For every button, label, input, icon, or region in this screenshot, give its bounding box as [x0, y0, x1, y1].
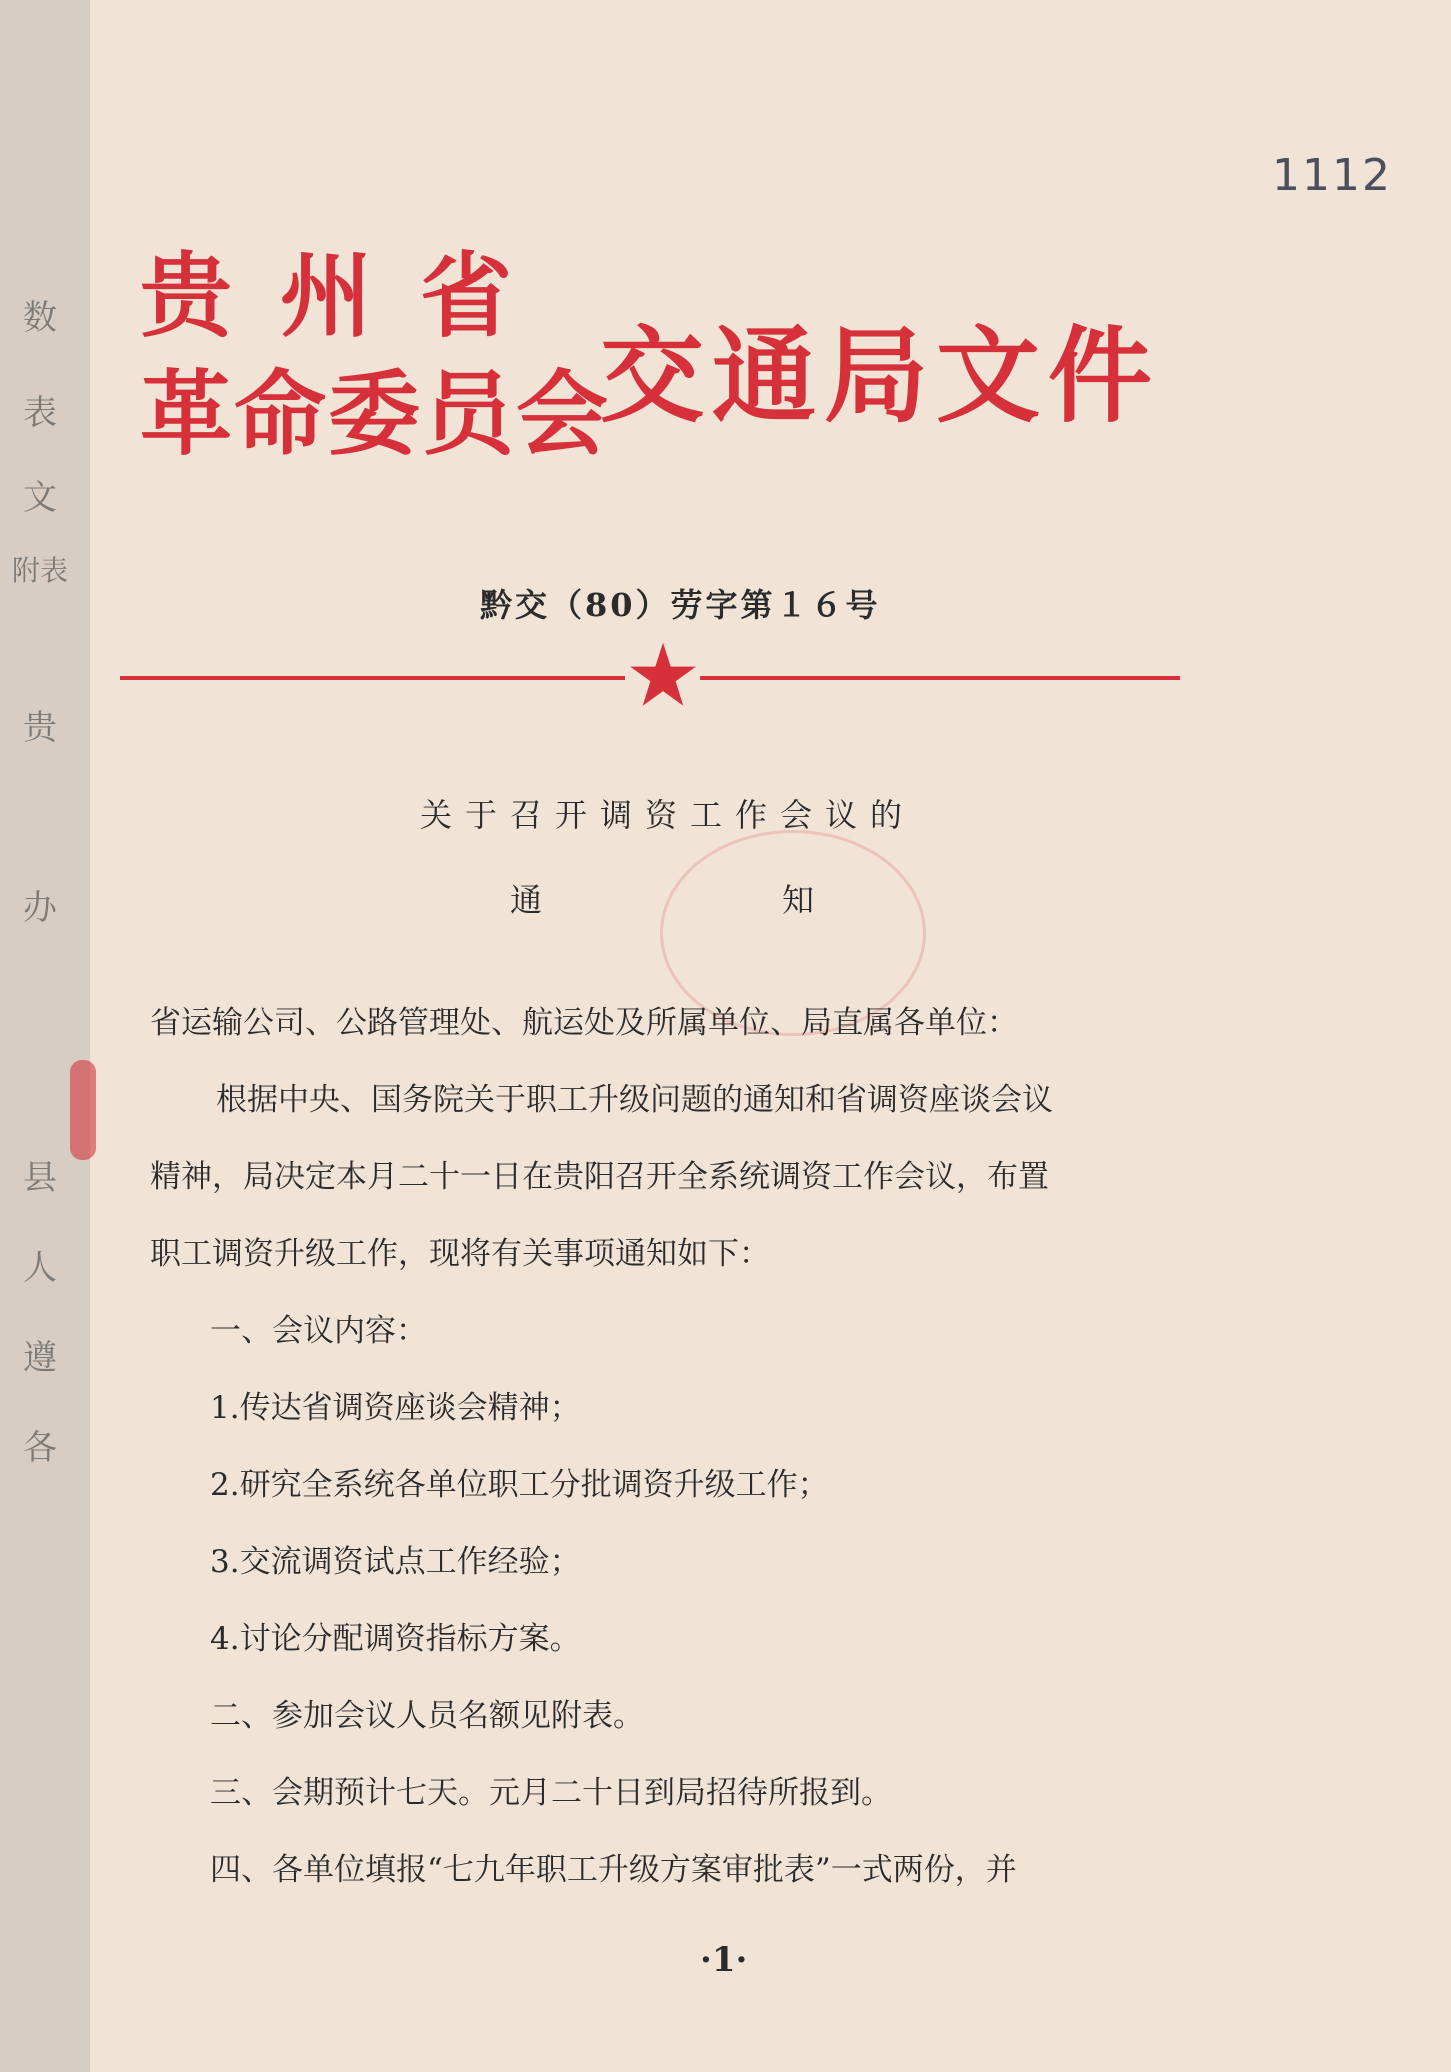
notice-title-line-1: 关于召开调资工作会议的: [420, 796, 916, 834]
paragraph-line: 精神，局决定本月二十一日在贵阳召开全系统调资工作会议，布置: [150, 1159, 1049, 1195]
red-star-icon: [628, 640, 698, 710]
list-item: 2.研究全系统各单位职工分批调资升级工作；: [210, 1467, 829, 1503]
strip-char: 各: [23, 1428, 57, 1468]
issuer-line-2: 革命委员会: [140, 361, 611, 468]
list-item: 4.讨论分配调资指标方案。: [210, 1621, 581, 1657]
list-item: 1.传达省调资座谈会精神；: [210, 1390, 581, 1426]
strip-char: 表: [23, 393, 57, 433]
section-heading: 一、会议内容：: [210, 1313, 427, 1349]
strip-char: 贵: [23, 708, 57, 748]
list-item: 3.交流调资试点工作经验；: [210, 1544, 581, 1580]
strip-char: 遵: [23, 1338, 57, 1378]
strip-char: 附表: [11, 554, 68, 587]
strip-char: 文: [23, 478, 57, 518]
notice-title-line-2: 通知: [510, 881, 1055, 919]
document-type-heading: 交通局文件: [600, 315, 1161, 437]
section-heading: 四、各单位填报“七九年职工升级方案审批表”一式两份，并: [210, 1852, 1017, 1888]
issuer-line-1: 贵州省: [140, 243, 561, 350]
handwritten-note: 1112: [1272, 150, 1392, 201]
issuer-name: [140, 238, 610, 474]
paragraph-line: 根据中央、国务院关于职工升级问题的通知和省调资座谈会议: [216, 1082, 1053, 1118]
section-heading: 二、参加会议人员名额见附表。: [210, 1698, 644, 1734]
section-heading: 三、会期预计七天。元月二十日到局招待所报到。: [210, 1775, 892, 1811]
strip-char: 办: [23, 888, 57, 928]
notice-body: [150, 985, 1210, 1909]
left-binding-strip: [0, 0, 92, 2072]
addressee: 省运输公司、公路管理处、航运处及所属单位、局直属各单位：: [150, 1005, 1018, 1041]
red-seal-edge-mark: [70, 1060, 96, 1160]
page-number: ·1·: [700, 1940, 748, 1980]
red-rule-left: [120, 676, 625, 680]
paragraph-line: 职工调资升级工作，现将有关事项通知如下：: [150, 1236, 770, 1272]
document-number: 黔交（80）劳字第１６号: [480, 586, 881, 624]
strip-char: 县: [23, 1158, 57, 1198]
strip-char: 人: [23, 1248, 57, 1288]
strip-char: 数: [23, 298, 57, 338]
red-rule-right: [700, 676, 1180, 680]
